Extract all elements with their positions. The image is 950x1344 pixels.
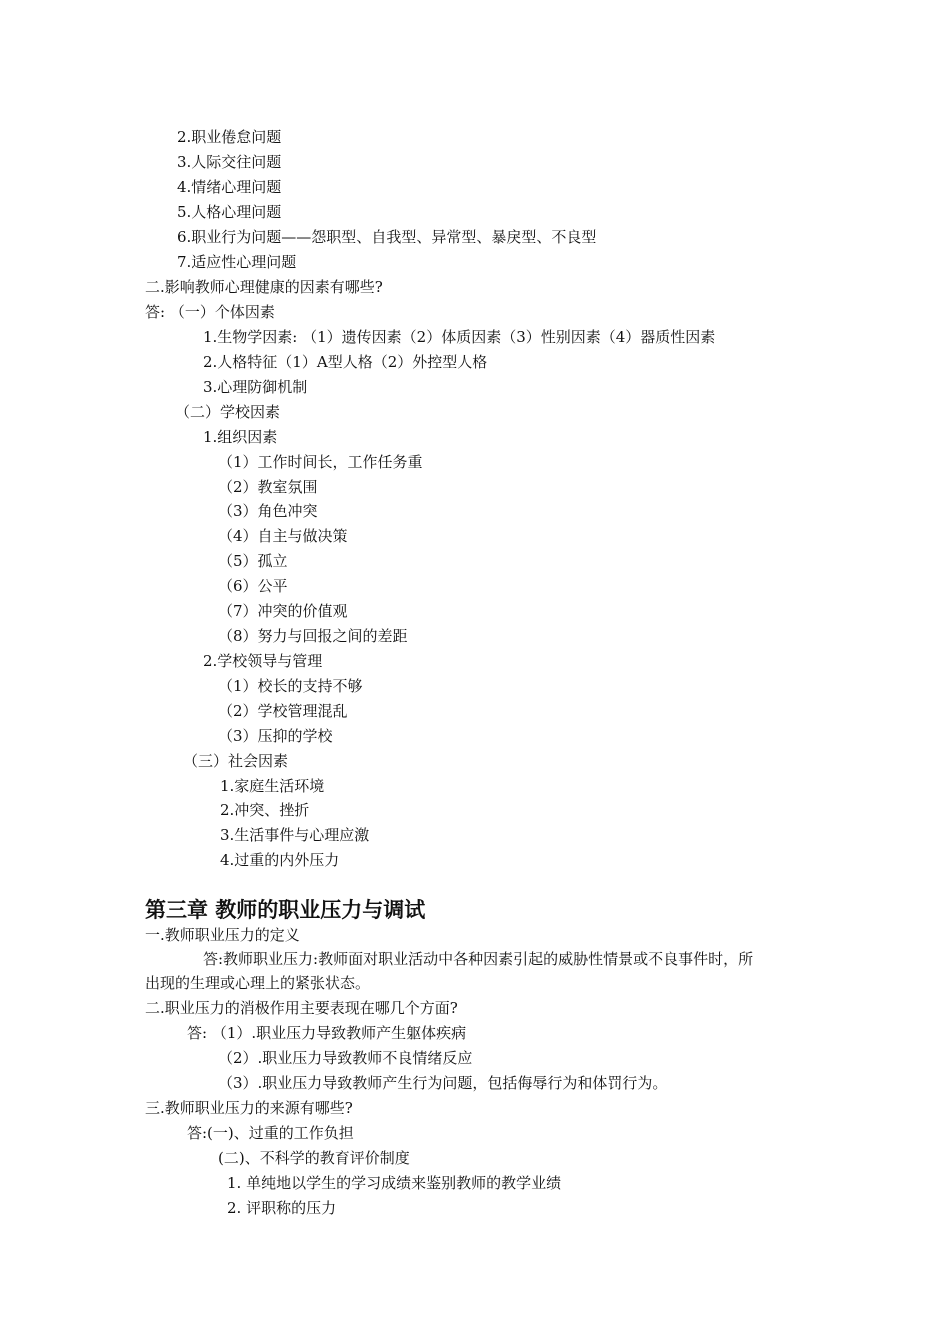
answer-line: 出现的生理或心理上的紧张状态。 bbox=[145, 974, 371, 992]
list-item: (二)、不科学的教育评价制度 bbox=[218, 1149, 410, 1167]
list-item: 7.适应性心理问题 bbox=[177, 253, 297, 271]
list-item: 1.家庭生活环境 bbox=[220, 777, 325, 795]
list-item: 1.组织因素 bbox=[203, 428, 278, 446]
list-item: 2.职业倦怠问题 bbox=[177, 128, 282, 146]
list-item: （1）校长的支持不够 bbox=[218, 677, 363, 695]
list-item: 1.生物学因素: （1）遗传因素（2）体质因素（3）性别因素（4）器质性因素 bbox=[203, 328, 716, 346]
list-item: （3）压抑的学校 bbox=[218, 727, 333, 745]
question-heading: 一.教师职业压力的定义 bbox=[145, 926, 300, 944]
list-item: （2）学校管理混乱 bbox=[218, 702, 348, 720]
section-heading: （二）学校因素 bbox=[175, 403, 281, 421]
list-item: 2.学校领导与管理 bbox=[203, 652, 323, 670]
list-item: 4.情绪心理问题 bbox=[177, 178, 282, 196]
answer-line: 答: （1）.职业压力导致教师产生躯体疾病 bbox=[187, 1024, 467, 1042]
answer-line: 答: （一）个体因素 bbox=[145, 303, 275, 321]
list-item: 2.人格特征（1）A型人格（2）外控型人格 bbox=[203, 353, 488, 371]
list-item: 3.人际交往问题 bbox=[177, 153, 282, 171]
list-item: 5.人格心理问题 bbox=[177, 203, 282, 221]
answer-line: 答:教师职业压力:教师面对职业活动中各种因素引起的威胁性情景或不良事件时，所 bbox=[203, 950, 754, 968]
list-item: 4.过重的内外压力 bbox=[220, 851, 340, 869]
list-item: （2）教室氛围 bbox=[218, 478, 318, 496]
list-item: 2. 评职称的压力 bbox=[227, 1199, 337, 1217]
list-item: （5）孤立 bbox=[218, 552, 288, 570]
list-item: （6）公平 bbox=[218, 577, 288, 595]
chapter-title: 第三章 教师的职业压力与调试 bbox=[145, 898, 426, 922]
list-item: （3）角色冲突 bbox=[218, 502, 318, 520]
section-heading: （三）社会因素 bbox=[183, 752, 289, 770]
question-heading: 三.教师职业压力的来源有哪些? bbox=[145, 1099, 353, 1117]
list-item: （3）.职业压力导致教师产生行为问题，包括侮辱行为和体罚行为。 bbox=[218, 1074, 668, 1092]
list-item: （2）.职业压力导致教师不良情绪反应 bbox=[218, 1049, 473, 1067]
list-item: 3.生活事件与心理应激 bbox=[220, 826, 370, 844]
list-item: （1）工作时间长，工作任务重 bbox=[218, 453, 423, 471]
answer-line: 答:(一)、过重的工作负担 bbox=[187, 1124, 354, 1142]
list-item: （7）冲突的价值观 bbox=[218, 602, 348, 620]
list-item: 2.冲突、挫折 bbox=[220, 801, 310, 819]
list-item: 6.职业行为问题——怨职型、自我型、异常型、暴戾型、不良型 bbox=[177, 228, 597, 246]
list-item: 3.心理防御机制 bbox=[203, 378, 308, 396]
question-heading: 二.职业压力的消极作用主要表现在哪几个方面? bbox=[145, 999, 458, 1017]
list-item: （8）努力与回报之间的差距 bbox=[218, 627, 408, 645]
list-item: 1. 单纯地以学生的学习成绩来鉴别教师的教学业绩 bbox=[227, 1174, 562, 1192]
question-heading: 二.影响教师心理健康的因素有哪些? bbox=[145, 278, 383, 296]
list-item: （4）自主与做决策 bbox=[218, 527, 348, 545]
